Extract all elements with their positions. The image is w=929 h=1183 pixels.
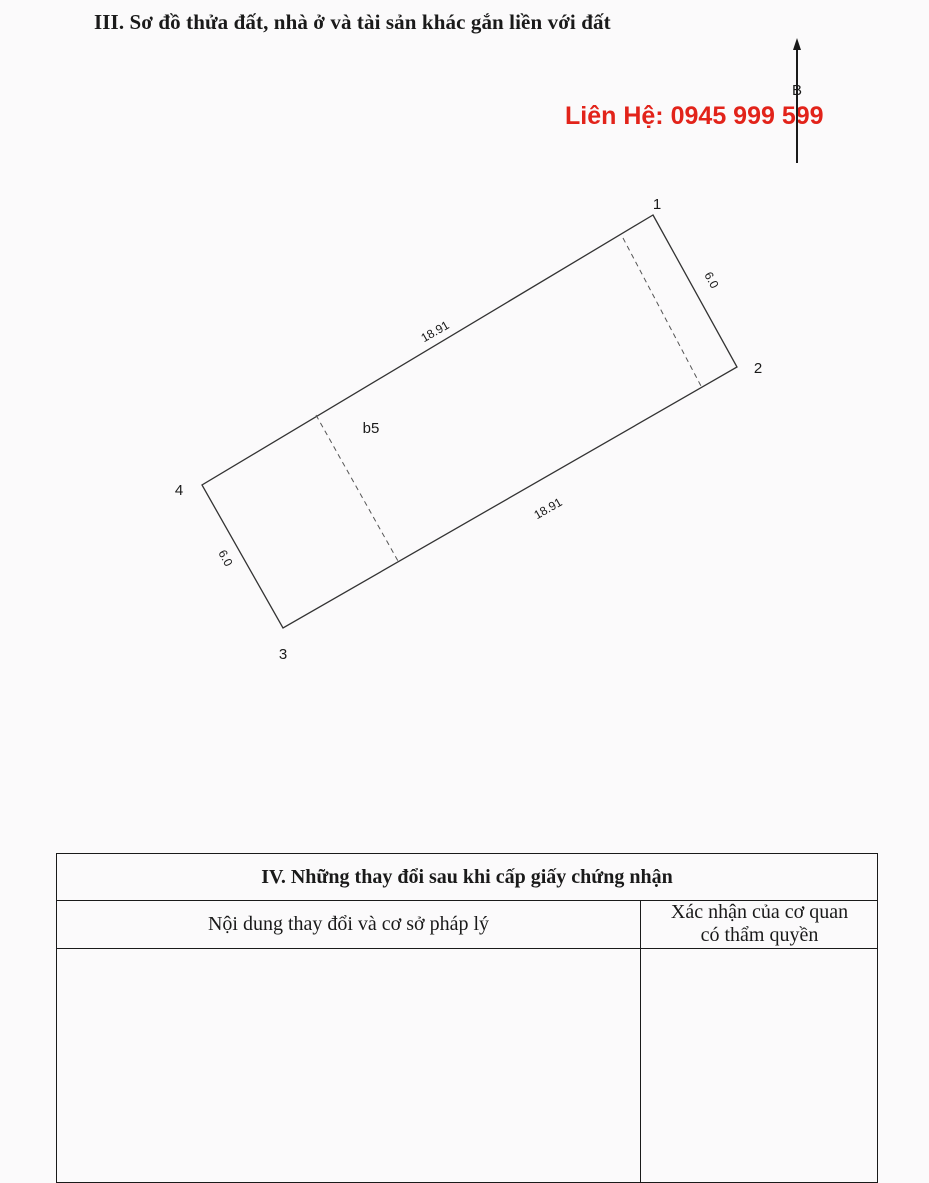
edge-label-right: 6.0	[701, 269, 722, 291]
dashed-line-left	[316, 415, 398, 561]
north-arrow-label: B	[791, 82, 803, 99]
changes-table	[56, 853, 878, 1183]
table-title: IV. Những thay đổi sau khi cấp giấy chứng nhận	[57, 854, 877, 901]
column-divider	[640, 901, 641, 1182]
column-header-authority-line2: có thẩm quyền	[700, 924, 819, 946]
dashed-line-right	[623, 238, 701, 386]
parcel-label: b5	[362, 420, 380, 437]
column-header-authority	[642, 901, 877, 948]
edge-label-bottom: 18.91	[531, 494, 565, 523]
parcel-outline	[202, 215, 737, 628]
edge-label-top: 18.91	[418, 317, 452, 346]
content-cell	[57, 950, 640, 1182]
contact-label: Liên Hệ:	[565, 102, 664, 130]
authority-cell	[642, 950, 877, 1182]
column-header-content: Nội dung thay đổi và cơ sở pháp lý	[207, 913, 490, 935]
vertex-label-2: 2	[753, 360, 763, 377]
section-title: III. Sơ đồ thửa đất, nhà ở và tài sản khác gắn liền với đất	[94, 10, 611, 34]
contact-phone: 0945 999 599	[670, 102, 824, 130]
vertex-label-4: 4	[174, 482, 184, 499]
header-row-divider	[57, 948, 877, 949]
north-arrow-icon	[793, 38, 801, 50]
column-header-authority-line1: Xác nhận của cơ quan	[670, 901, 849, 923]
vertex-label-1: 1	[652, 196, 662, 213]
vertex-label-3: 3	[278, 646, 288, 663]
edge-label-left: 6.0	[215, 547, 236, 569]
